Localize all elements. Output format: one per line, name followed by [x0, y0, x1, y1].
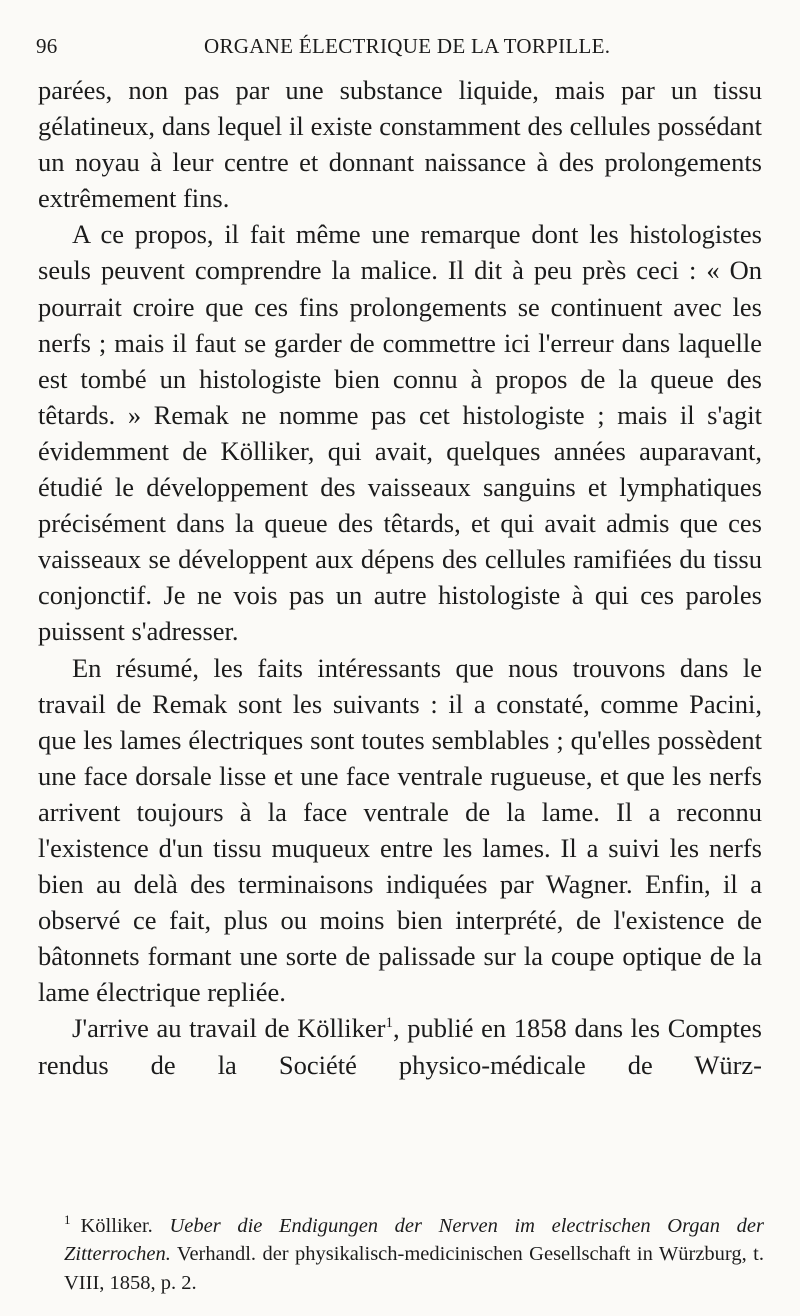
- page-header: [36, 34, 760, 64]
- footnotes: [46, 1206, 764, 1297]
- footnote-details: Verhandl. der physikalisch-medicinischen Gesellschaft in Würzburg, t. VIII, 1858, p. 2.: [64, 1243, 764, 1294]
- paragraph-2: A ce propos, il fait même une remarque dont les histologistes seuls peuvent comprendre la malice. Il dit à peu près ceci : « On pourrait croire que ces fins prolongements se continuent avec les nerfs ; mais il faut se garder de commettre ici l'erreur dans laquelle est tombé un histologiste bien connu à propos de la queue des têtards. » Remak ne nomme pas cet histologiste ; mais il s'agit évidemment de Kölliker, qui avait, quelques années auparavant, étudié le développement des vaisseaux sanguins et lymphatiques précisément dans la queue des têtards, et qui avait admis que ces vaisseaux se développent aux dépens des cellules ramifiées du tissu conjonctif. Je ne vois pas un autre histologiste à qui ces paroles puissent s'adresser.: [38, 219, 762, 647]
- footnote-mark: 1: [64, 1212, 71, 1227]
- paragraph-3: En résumé, les faits intéressants que nous trouvons dans le travail de Remak sont les suivants : il a constaté, comme Pacini, que les lames électriques sont toutes semblables ; qu'elles possèdent une face dorsale lisse et une face ventrale rugueuse, et que les nerfs arrivent toujours à la face ventrale de la lame. Il a reconnu l'existence d'un tissu muqueux entre les lames. Il a suivi les nerfs bien au delà des terminaisons indiquées par Wagner. Enfin, il a observé ce fait, plus ou moins bien interprété, de l'existence de bâtonnets formant une sorte de palissade sur la coupe optique de la lame électrique repliée.: [38, 652, 762, 1008]
- footnote-author: Kölliker.: [80, 1214, 153, 1237]
- footnote-reference: 1: [385, 1015, 393, 1032]
- footnote-1: [46, 1206, 764, 1297]
- paragraph-1: parées, non pas par une substance liquide, mais par un tissu gélatineux, dans lequel il existe constamment des cellules possédant un noyau à leur centre et donnant naissance à des prolongements extrêmement fins.: [38, 75, 762, 214]
- paragraph-4: [38, 1010, 762, 1082]
- paragraph-4-end: , publié en 1858 dans les Comptes rendus de la Société physico-médicale de Würz-: [38, 1013, 762, 1080]
- paragraph-4-start: J'arrive au travail de Kölliker: [72, 1013, 386, 1044]
- running-title: ORGANE ÉLECTRIQUE DE LA TORPILLE.: [204, 34, 611, 58]
- body-text: [38, 72, 762, 1083]
- page-number: 96: [36, 34, 58, 58]
- footnote-title: Ueber die Endigungen der Nerven im electrischen Organ der Zitterrochen.: [64, 1214, 764, 1266]
